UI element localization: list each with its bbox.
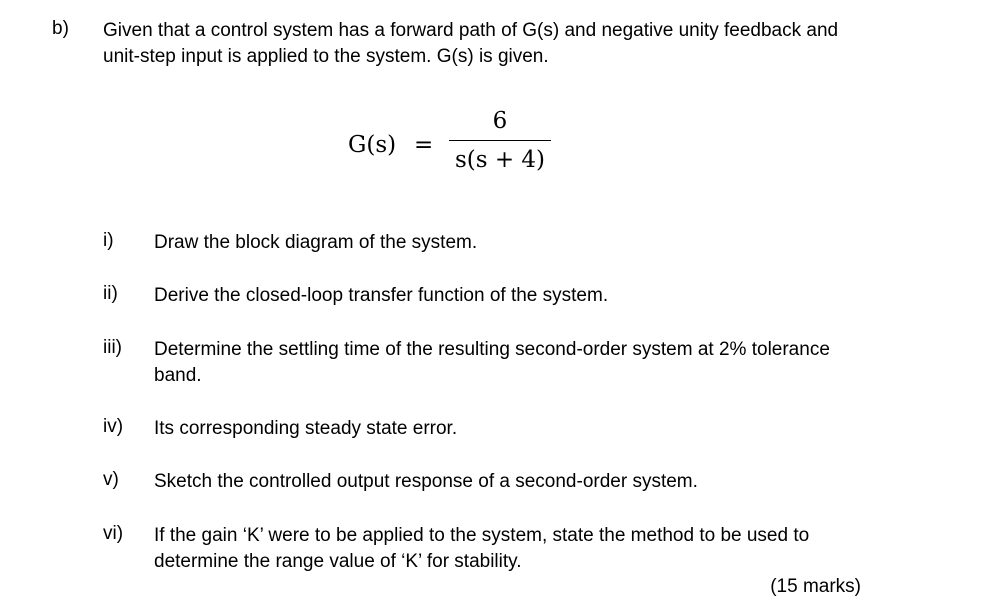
item-number-iii: iii): [103, 337, 122, 358]
item-text-iii: [154, 337, 830, 389]
item-vi-line-2: determine the range value of ‘K’ for stability.: [154, 551, 522, 572]
item-number-v: v): [103, 469, 119, 490]
item-iii-line-1: Determine the settling time of the resulting second-order system at 2% tolerance: [154, 339, 830, 360]
intro-line-2: unit-step input is applied to the system. G(s) is given.: [103, 46, 549, 67]
equation-lhs: G(s): [348, 132, 397, 158]
item-text-iv: [154, 416, 457, 442]
item-text-vi: [154, 523, 809, 575]
equation-fraction: [449, 106, 551, 175]
item-v-line-1: Sketch the controlled output response of a second-order system.: [154, 471, 698, 492]
item-number-vi: vi): [103, 523, 124, 544]
marks-allocation: (15 marks): [770, 576, 861, 597]
item-ii-line-1: Derive the closed-loop transfer function of the system.: [154, 285, 609, 306]
item-text-v: [154, 469, 698, 495]
item-i-line-1: Draw the block diagram of the system.: [154, 232, 478, 253]
equation-denominator: s(s + 4): [454, 147, 546, 173]
item-text-ii: [154, 283, 608, 309]
question-part-label: b): [52, 18, 69, 39]
equation-numerator: 6: [492, 108, 508, 134]
item-iii-line-2: band.: [154, 365, 202, 386]
equation-equals-sign: =: [414, 132, 434, 158]
fraction-bar: [449, 140, 551, 141]
item-iv-line-1: Its corresponding steady state error.: [154, 418, 458, 439]
item-number-iv: iv): [103, 416, 124, 437]
item-number-i: i): [103, 230, 114, 251]
item-text-i: [154, 230, 477, 256]
item-number-ii: ii): [103, 283, 118, 304]
intro-line-1: Given that a control system has a forward path of G(s) and negative unity feedback and: [103, 20, 839, 41]
item-vi-line-1: If the gain ‘K’ were to be applied to the system, state the method to be used to: [154, 525, 810, 546]
question-intro: [103, 18, 838, 70]
